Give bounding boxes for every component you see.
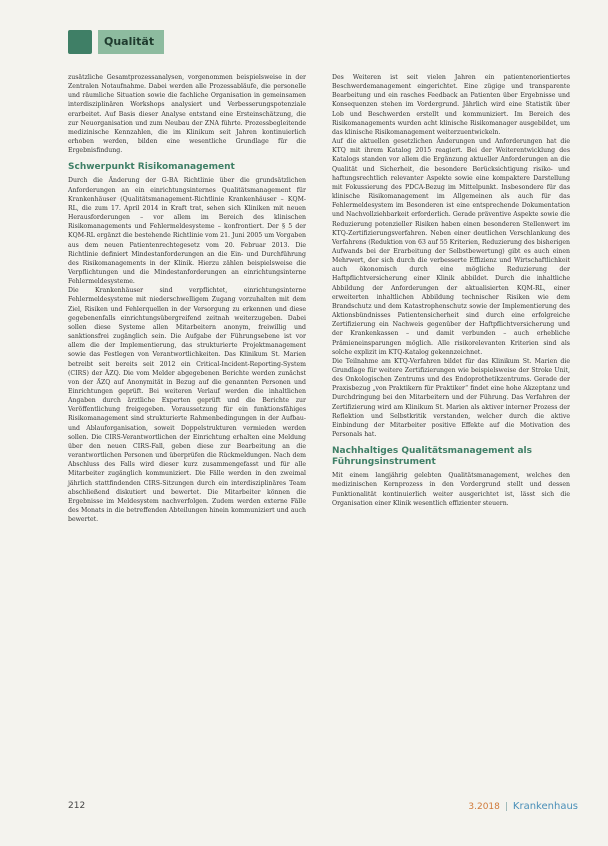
right-paragraph-3: Die Teilnahme am KTQ-Verfahren bildet für das Klinikum St. Marien die Grundlage für weitere Zertifizierungen wie beispielsweise der Stroke Unit, des Onkologischen Zentrums und des Endoprothetikzentrums. Gerade der Praxisbezug „von Praktikern für Praktiker“ findet eine hohe Akzeptanz und Durchdringung bei den Mitarbeitern und der Führung. Das Verfahren der Zertifizierung wird am Klinikum St. Marien als aktiver interner Prozess der Reflektion und Selbstkritik verstanden, welcher durch die aktive Einbindung der Mitarbeiter positive Effekte auf die Motivation des Personals hat.: [332, 357, 570, 439]
footer-publication: [468, 801, 578, 812]
right-paragraph-1: Des Weiteren ist seit vielen Jahren ein patientenorientiertes Beschwerdemanagement eingerichtet. Eine zügige und transparente Bearbeitung und ein rasches Feedback an Patienten über Ergebnisse und Konsequenzen stehen im Vordergrund. Jährlich wird eine Statistik über Lob und Beschwerden erstellt und kommuniziert. Im Bereich des Risikomanagements wurden acht klinische Risikomanager ausgebildet, um das klinische Risikomanagement weiterzuentwickeln.: [332, 74, 570, 136]
right-paragraph-4: Mit einem langjährig gelebten Qualitätsmanagement, welches den medizinischen Kernprozess in den Vordergrund stellt und dessen Funktionalität kontinuierlich weiter ausgerichtet ist, lässt sich die Organisation einer Klinik wesentlich effizienter steuern.: [332, 472, 570, 507]
issue-number: 3.2018: [468, 801, 500, 812]
magazine-name: Krankenhaus: [512, 801, 578, 812]
left-paragraph-1: zusätzliche Gesamtprozessanalysen, vorgenommen beispielsweise in der Zentralen Notaufnahme. Dabei werden alle Prozessabläufe, die personelle und räumliche Situation sowie die fachliche Organisation in gemeinsamen interdisziplinären Workshops analysiert und Verbesserungspotenziale erarbeitet. Auf Basis dieser Analyse entstand eine Ersteinschätzung, die zur Neuorganisation und zum Neubau der ZNA führte. Prozessbegleitende medizinische Kennzahlen, die im Klinikum seit Jahren kontinuierlich erhoben werden, bilden eine wesentliche Grundlage für die Ergebnisfindung.: [68, 74, 306, 155]
left-paragraph-2: Durch die Änderung der G-BA Richtlinie über die grundsätzlichen Anforderungen an ein einrichtungsinternes Qualitätsmanagement für Krankenhäuser (Qualitätsmanagement-Richtlinie Krankenhäuser – KQM-RL, die zum 17. April 2014 in Kraft trat, sehen sich Kliniken mit neuen Herausforderungen – vor allem im Bereich des klinischen Risikomanagements und Fehlermeldesysteme – konfrontiert. Der § 5 der KQM-RL ergänzt die bestehende Richtlinie vom 21. Juni 2005 um Vorgaben aus dem neuen Patientenrechtegesetz vom 20. Februar 2013. Die Richtlinie definiert Mindestanforderungen an die Ein- und Durchführung des Risikomanagements in der Klinik. Hierzu zählen beispielsweise die Verpflichtungen und die Mindestanforderungen an einrichtungsinterne Fehlermeldesysteme.: [68, 177, 306, 286]
section-color-square: [68, 30, 92, 54]
section-label: Qualität: [98, 30, 164, 54]
section-header: [68, 30, 164, 54]
heading-sustainable-quality: Nachhaltiges Qualitätsmanagement als Führungsinstrument: [332, 446, 532, 468]
footer-separator: |: [504, 801, 508, 812]
left-paragraph-3: Die Krankenhäuser sind verpflichtet, einrichtungsinterne Fehlermeldesysteme mit niederschwelligem Zugang vorzuhalten mit dem Ziel, Risiken und Fehlerquellen in der Versorgung zu erkennen und diese gegebenenfalls einrichtungsübergreifend zeitnah weiterzugeben. Dabei sollen diese Systeme allen Mitarbeitern anonym, freiwillig und sanktionsfrei zugänglich sein. Die Aufgabe der Führungsebene ist vor allem die der Implementierung, das strukturierte Projektmanagement sowie das Festlegen von Verantwortlichkeiten. Das Klinikum St. Marien betreibt seit bereits seit 2012 ein Critical-Incident-Reporting-System (CIRS) der ÄZQ. Die vom Melder abgegebenen Berichte werden zunächst von der ÄZQ auf Anonymität in Bezug auf die genannten Personen und Einrichtungen geprüft. Bei weiteren Verlauf werden die inhaltlichen Angaben durch ärztliche Experten geprüft und die Berichte zur Veröffentlichung freigegeben. Voraussetzung für ein funktionsfähiges Risikomanagement sind strukturierte Rahmenbedingungen in der Aufbau- und Ablauforganisation, soweit Doppelstrukturen vermieden werden sollen. Die CIRS-Verantwortlichen der Einrichtung erhalten eine Meldung über den neuen CIRS-Fall, geben diese zur Bearbeitung an die verantwortlichen Personen und überprüfen die Rückmeldungen. Nach dem Abschluss des Falls wird dieser kurz zusammengefasst und für alle Mitarbeiter zugänglich kommuniziert. Die Fälle werden in den zweimal jährlich stattfindenden CIRS-Sitzungen durch ein interdisziplinäres Team abschließend diskutiert und bewertet. Die Mitarbeiter können die Ergebnisse im Meldesystem nachverfolgen. Zudem werden externe Fälle des Monats in die betreffenden Abteilungen hinein kommuniziert und auch bewertet.: [68, 287, 306, 524]
right-paragraph-2: Auf die aktuellen gesetzlichen Änderungen und Anforderungen hat die KTQ mit ihrem Katalog 2015 reagiert. Bei der Weiterentwicklung des Katalogs standen vor allem die Ergänzung aktueller Anforderungen an die Qualität und Sicherheit, die besondere Berücksichtigung risiko- und haftungsrechtlich relevanter Aspekte sowie eine kompaktere Darstellung mit Fokussierung des PDCA-Bezug im Mittelpunkt. Insbesondere für das klinische Risikomanagement im Allgemeinen als auch für das Fehlermeldesystem im Besonderen ist eine entsprechende Dokumentation und Nachvollziehbarkeit erforderlich. Gerade präventive Aspekte sowie die Reduzierung potenzieller Risiken haben einen besonderen Stellenwert im KTQ-Zertifizierungsverfahren. Neben einer deutlichen Verschlankung des Verfahrens (Reduktion von 63 auf 55 Kriterien, Reduzierung des bisherigen Aufwands bei der Erarbeitung der Selbstbewertung) gibt es auch einen Mehrwert, der sich durch die verbesserte Effizienz und Wirtschaftlichkeit auch ökonomisch durch eine mögliche Reduzierung der Haftpflichtversicherung einer Klinik abbildet. Durch die inhaltliche Abbildung der Anforderungen der aktualisierten KQM-RL, einer erweiterten inhaltlichen Abbildung technischer Risiken wie dem Brandschutz und dem Katastrophenschutz sowie der Implementierung des Aktionsbündnisses Patientensicherheit sind durch eine erfolgreiche Zertifizierung ein Nachweis gegenüber der Haftpflichtversicherung und der Krankenkassen – und damit verbunden – auch erhebliche Prämieneinsparungen möglich. Alle risikorelevanten Kriterien sind als solche explizit im KTQ-Katalog gekennzeichnet.: [332, 138, 570, 356]
heading-risk-management: Schwerpunkt Risikomanagement: [68, 162, 235, 173]
page-number: 212: [68, 801, 86, 811]
left-column: [68, 73, 306, 524]
right-column: [332, 73, 570, 508]
